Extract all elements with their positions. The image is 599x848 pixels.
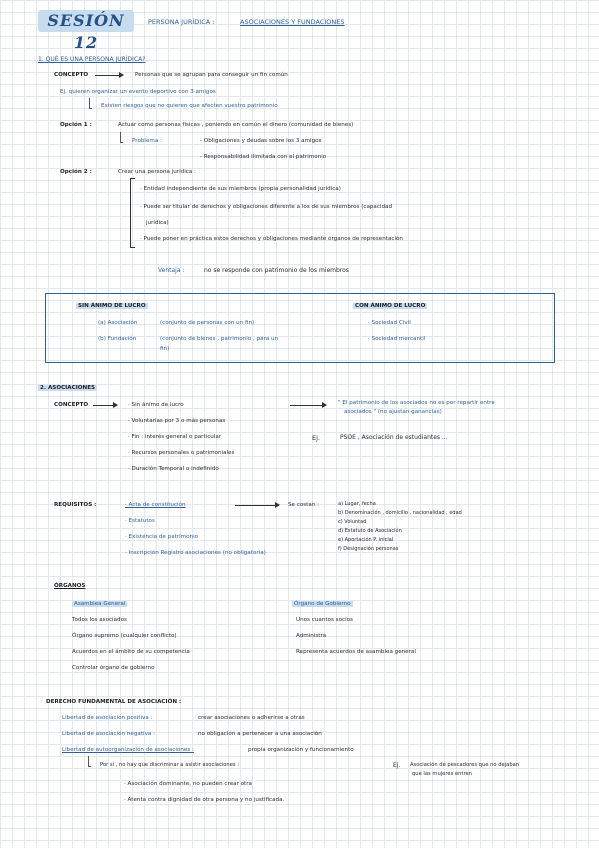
bracket-line [130,178,135,248]
header-title-a: PERSONA JURÍDICA : [148,18,215,26]
requisitos-label: REQUISITOS : [54,502,97,508]
discriminar-intro: Por sí , no hay que discriminar a asistir asociaciones : [100,762,239,768]
concepto-label: CONCEPTO [54,72,89,78]
example-text: Ej. quieren organizar un evento deportivo con 3 amigos [60,89,216,95]
asociaciones-concepto-label: CONCEPTO [54,402,89,408]
libertad-positiva-label: Libertad de asociación positiva : [62,715,153,721]
libertad-positiva-text: crear asociaciones o adherirse a otras [198,715,305,721]
sin-animo-heading: SIN ÁNIMO DE LUCRO [78,303,146,309]
session-badge: SESIÓN 12 [38,10,134,32]
quote-line-2: asociados " (no ajustan ganancias) [344,409,442,415]
sin-b-text-1: (conjunto de bienes , patrimonio , para un [160,336,279,342]
header-title-b: ASOCIACIONES Y FUNDACIONES [240,18,345,26]
sin-b-label: (b) Fundación [98,336,137,342]
libertad-negativa-label: Libertad de asociación negativa : [62,731,155,737]
concepto-item: · Recursos personales o patrimoniales [128,450,235,456]
asamblea-item: Órgano supremo (cualquier conflicto) [72,633,177,639]
option-1-text: Actuar como personas físicas , poniendo en común el dinero (comunidad de bienes) [118,122,354,128]
discriminar-item: · Atenta contra dignidad de otra persona y no justificada. [124,797,285,803]
problema-label: Problema : [132,138,162,144]
acta-item: c) Voluntad [338,519,367,525]
concepto-item: · Fin : interés general o particular [128,434,222,440]
derecho-ej-label: Ej. [393,762,401,769]
acta-item: e) Aportación P. inicial [338,537,394,543]
option-2-item: · Puede poner en práctica estos derechos y obligaciones mediante órganos de representación [140,236,403,242]
derecho-ej-text-1: Asociación de pescadores que no dejaban [410,762,520,768]
arrow-icon [93,405,117,406]
requisito-item: · Acta de constitución [125,502,186,508]
requisito-item: · Inscripción Registro asociaciones (no obligatoria) [125,550,266,556]
branch-arrow-icon [120,132,123,143]
libertad-autoorganizacion-text: propia organización y funcionamiento [248,747,354,753]
libertad-autoorganizacion-label: Libertad de autoorganización de asociaciones : [62,747,194,753]
concepto-item: · Sin ánimo de lucro [128,402,184,408]
ventaja-text: no se responde con patrimonio de los miembros [204,267,349,274]
concepto-text: Personas que se agrupan para conseguir un fin común [135,72,288,78]
derecho-ej-text-2: que las mujeres entren [412,771,472,777]
section-2-heading: 2. ASOCIACIONES [40,385,96,391]
arrow-icon [290,405,326,406]
problema-item-1: - Obligaciones y deudas sobre los 3 amigos [200,138,322,144]
branch-arrow-icon [89,98,92,109]
acta-item: f) Designación personas [338,546,399,552]
asamblea-item: Todos los asociados [72,617,127,623]
problema-item-2: - Responsabilidad ilimitada con el patrimonio [200,154,327,160]
acta-item: d) Estatuto de Asociación [338,528,402,534]
section-1-heading: 1. QUÉ ES UNA PERSONA JURÍDICA? [38,56,146,63]
organos-heading: ÓRGANOS [54,583,86,589]
requisito-item: · Estatutos [125,518,155,524]
discriminar-item: · Asociación dominante, no pueden crear otra [124,781,252,787]
sin-a-label: (a) Asociación [98,320,138,326]
concepto-item: · Duración Temporal o indefinido [128,466,219,472]
gobierno-item: Administra [296,633,327,639]
option-2-text: Crear una persona jurídica : [118,169,196,175]
option-2-item: jurídica) [146,220,169,226]
asamblea-heading: Asamblea General [74,601,126,607]
gobierno-item: Representa acuerdos de asamblea general [296,649,416,655]
option-2-item: · Entidad independiente de sus miembros (propia personalidad jurídica) [140,186,341,192]
arrow-icon [235,505,279,506]
arrow-icon [95,75,123,76]
ej-label: Ej. [312,434,320,442]
con-animo-item: · Sociedad mercantil [368,336,426,342]
con-animo-item: · Sociedad Civil [368,320,411,326]
option-2-item: · Puede ser titular de derechos y obligaciones diferente a los de sus miembros (capacidad [140,204,393,210]
sin-b-text-2: fin) [160,346,170,352]
se-costan-label: Se costan : [288,502,320,508]
acta-item: a) Lugar, fecha [338,501,376,507]
quote-line-1: " El patrimonio de los asociados no es por repartir entre [338,400,495,406]
asamblea-item: Controlar órgano de gobierno [72,665,155,671]
acta-item: b) Denominación , domicilio , nacionalidad , edad [338,510,462,516]
branch-arrow-icon [88,756,91,767]
sub-example-text: Existen riesgos que no quieren que afecten vuestro patrimonio [101,103,278,109]
ej-text: PSOE , Asociación de estudiantes ... [340,434,448,441]
option-1-label: Opción 1 : [60,122,92,128]
ventaja-label: Ventaja : [158,267,185,274]
derecho-heading: DERECHO FUNDAMENTAL DE ASOCIACIÓN : [46,699,182,705]
gobierno-heading: Órgano de Gobierno [294,601,351,607]
concepto-item: · Voluntarias por 3 o más personas [128,418,226,424]
requisito-item: · Existencia de patrimonio [125,534,199,540]
option-2-label: Opción 2 : [60,169,92,175]
gobierno-item: Unos cuantos socios [296,617,353,623]
sin-a-text: (conjunto de personas con un fin) [160,320,255,326]
asamblea-item: Acuerdos en el ámbito de su competencia [72,649,190,655]
libertad-negativa-text: no obligación a pertenecer a una asociación [198,731,322,737]
con-animo-heading: CON ÁNIMO DE LUCRO [355,303,426,309]
